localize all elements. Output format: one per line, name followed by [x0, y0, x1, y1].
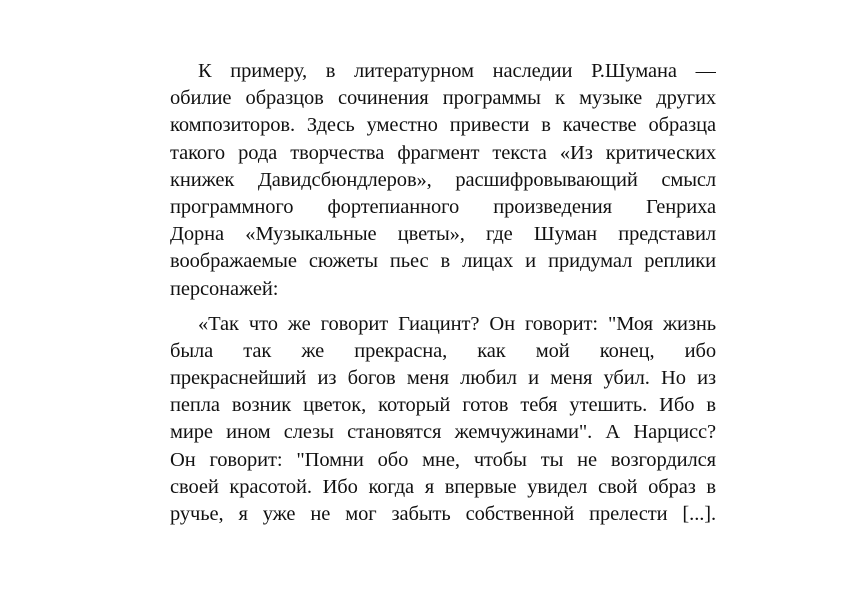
text-line: была так же прекрасна, как мой конец, ибо: [170, 339, 716, 362]
text-line: пепла возник цветок, который готов тебя утешить. Ибо в: [170, 394, 716, 417]
text-line: книжек Давидсбюндлеров», расшифровывающий смысл: [170, 168, 716, 191]
text-line: обилие образцов сочинения программы к музыке других: [170, 87, 716, 110]
text-line: Он говорит: "Помни обо мне, чтобы ты не возгордился: [170, 448, 716, 471]
text-line: своей красотой. Ибо когда я впервые увидел свой образ в: [170, 475, 716, 498]
paragraph-1: [170, 58, 716, 303]
text-line: программного фортепианного произведения Генриха: [170, 195, 716, 218]
paragraph-spacer: [170, 303, 716, 311]
text-line: мире ином слезы становятся жемчужинами". А Нарцисс?: [170, 421, 716, 444]
text-body: [170, 58, 716, 528]
text-line: персонажей:: [170, 277, 279, 300]
text-line: Дорна «Музыкальные цветы», где Шуман представил: [170, 223, 716, 246]
text-line: воображаемые сюжеты пьес в лицах и придумал реплики: [170, 250, 716, 273]
paragraph-2-quote: [170, 311, 716, 529]
text-line: такого рода творчества фрагмент текста «Из критических: [170, 141, 716, 164]
text-line: «Так что же говорит Гиацинт? Он говорит: "Моя жизнь: [198, 312, 716, 335]
text-line: композиторов. Здесь уместно привести в качестве образца: [170, 114, 716, 137]
text-line: ручье, я уже не мог забыть собственной прелести [...].: [170, 503, 716, 525]
text-line: К примеру, в литературном наследии Р.Шумана —: [198, 60, 716, 82]
text-line: прекраснейший из богов меня любил и меня убил. Но из: [170, 367, 716, 390]
